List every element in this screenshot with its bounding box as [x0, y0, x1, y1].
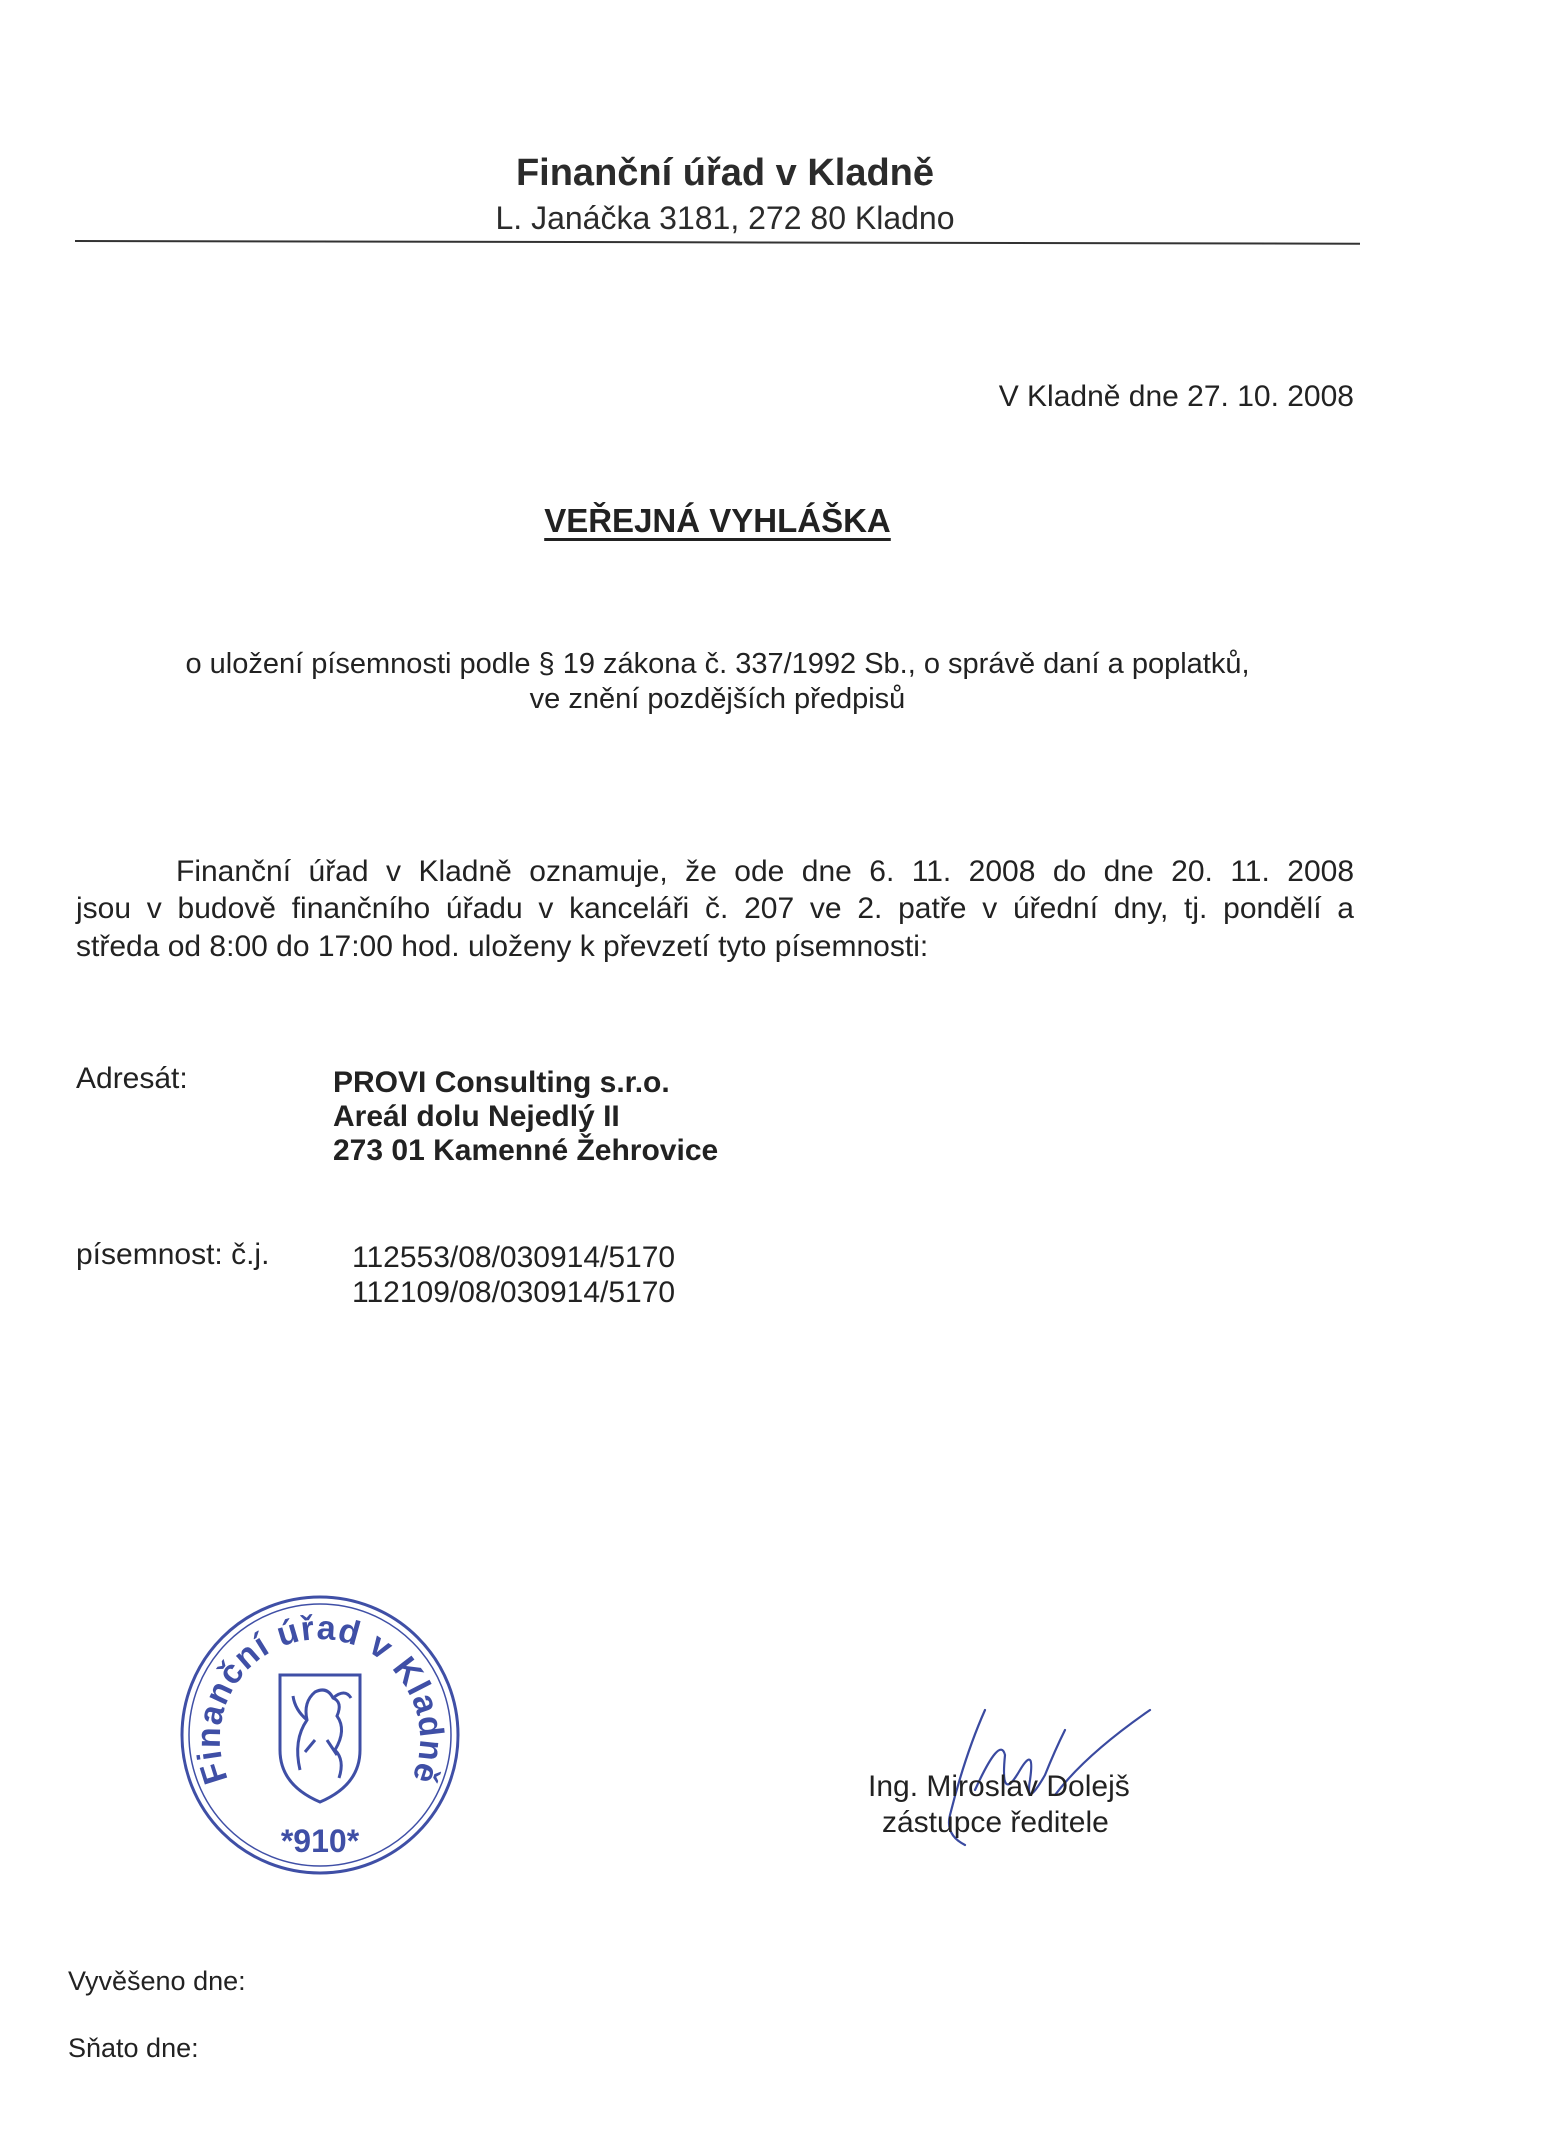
- document-ref-2: 112109/08/030914/5170: [352, 1276, 676, 1309]
- body-line-1: Finanční úřad v Kladně oznamuje, že ode dne 6. 11. 2008 do dne 20. 11. 2008: [176, 855, 1354, 888]
- svg-text:Finanční úřad v Kladně: [190, 1609, 451, 1789]
- header-divider: [75, 240, 1360, 245]
- body-line-2: jsou v budově finančního úřadu v kanceláři č. 207 ve 2. patře v úřední dny, tj. pondělí a: [76, 892, 1354, 925]
- document-ref-1: 112553/08/030914/5170: [352, 1241, 676, 1274]
- stamp-arc-text: Finanční úřad v Kladně: [189, 1608, 451, 1789]
- coat-of-arms-icon: [280, 1675, 360, 1802]
- official-stamp: [175, 1590, 465, 1880]
- addressee-street: Areál dolu Nejedlý II: [333, 1100, 620, 1133]
- notice-title: VEŘEJNÁ VYHLÁŠKA: [544, 502, 891, 539]
- stamp-number: *910*: [280, 1823, 360, 1859]
- addressee-name: PROVI Consulting s.r.o.: [333, 1066, 670, 1099]
- office-name: Finanční úřad v Kladně: [515, 152, 935, 194]
- document-ref-label: písemnost: č.j.: [76, 1238, 270, 1271]
- subtitle-line-2: ve znění pozdějších předpisů: [529, 683, 906, 715]
- removed-date-label: Sňato dne:: [68, 2033, 199, 2063]
- signer-title: zástupce ředitele: [882, 1806, 1109, 1839]
- posted-date-label: Vyvěšeno dne:: [68, 1966, 246, 1996]
- body-line-3: středa od 8:00 do 17:00 hod. uloženy k převzetí tyto písemnosti:: [76, 930, 929, 963]
- issue-date: V Kladně dne 27. 10. 2008: [998, 380, 1354, 413]
- addressee-city: 273 01 Kamenné Žehrovice: [333, 1134, 719, 1167]
- office-address: L. Janáčka 3181, 272 80 Kladno: [495, 200, 955, 236]
- signer-name: Ing. Miroslav Dolejš: [868, 1770, 1130, 1803]
- addressee-label: Adresát:: [76, 1062, 188, 1095]
- subtitle-line-1: o uložení písemnosti podle § 19 zákona č. 337/1992 Sb., o správě daní a poplatků,: [185, 648, 1250, 680]
